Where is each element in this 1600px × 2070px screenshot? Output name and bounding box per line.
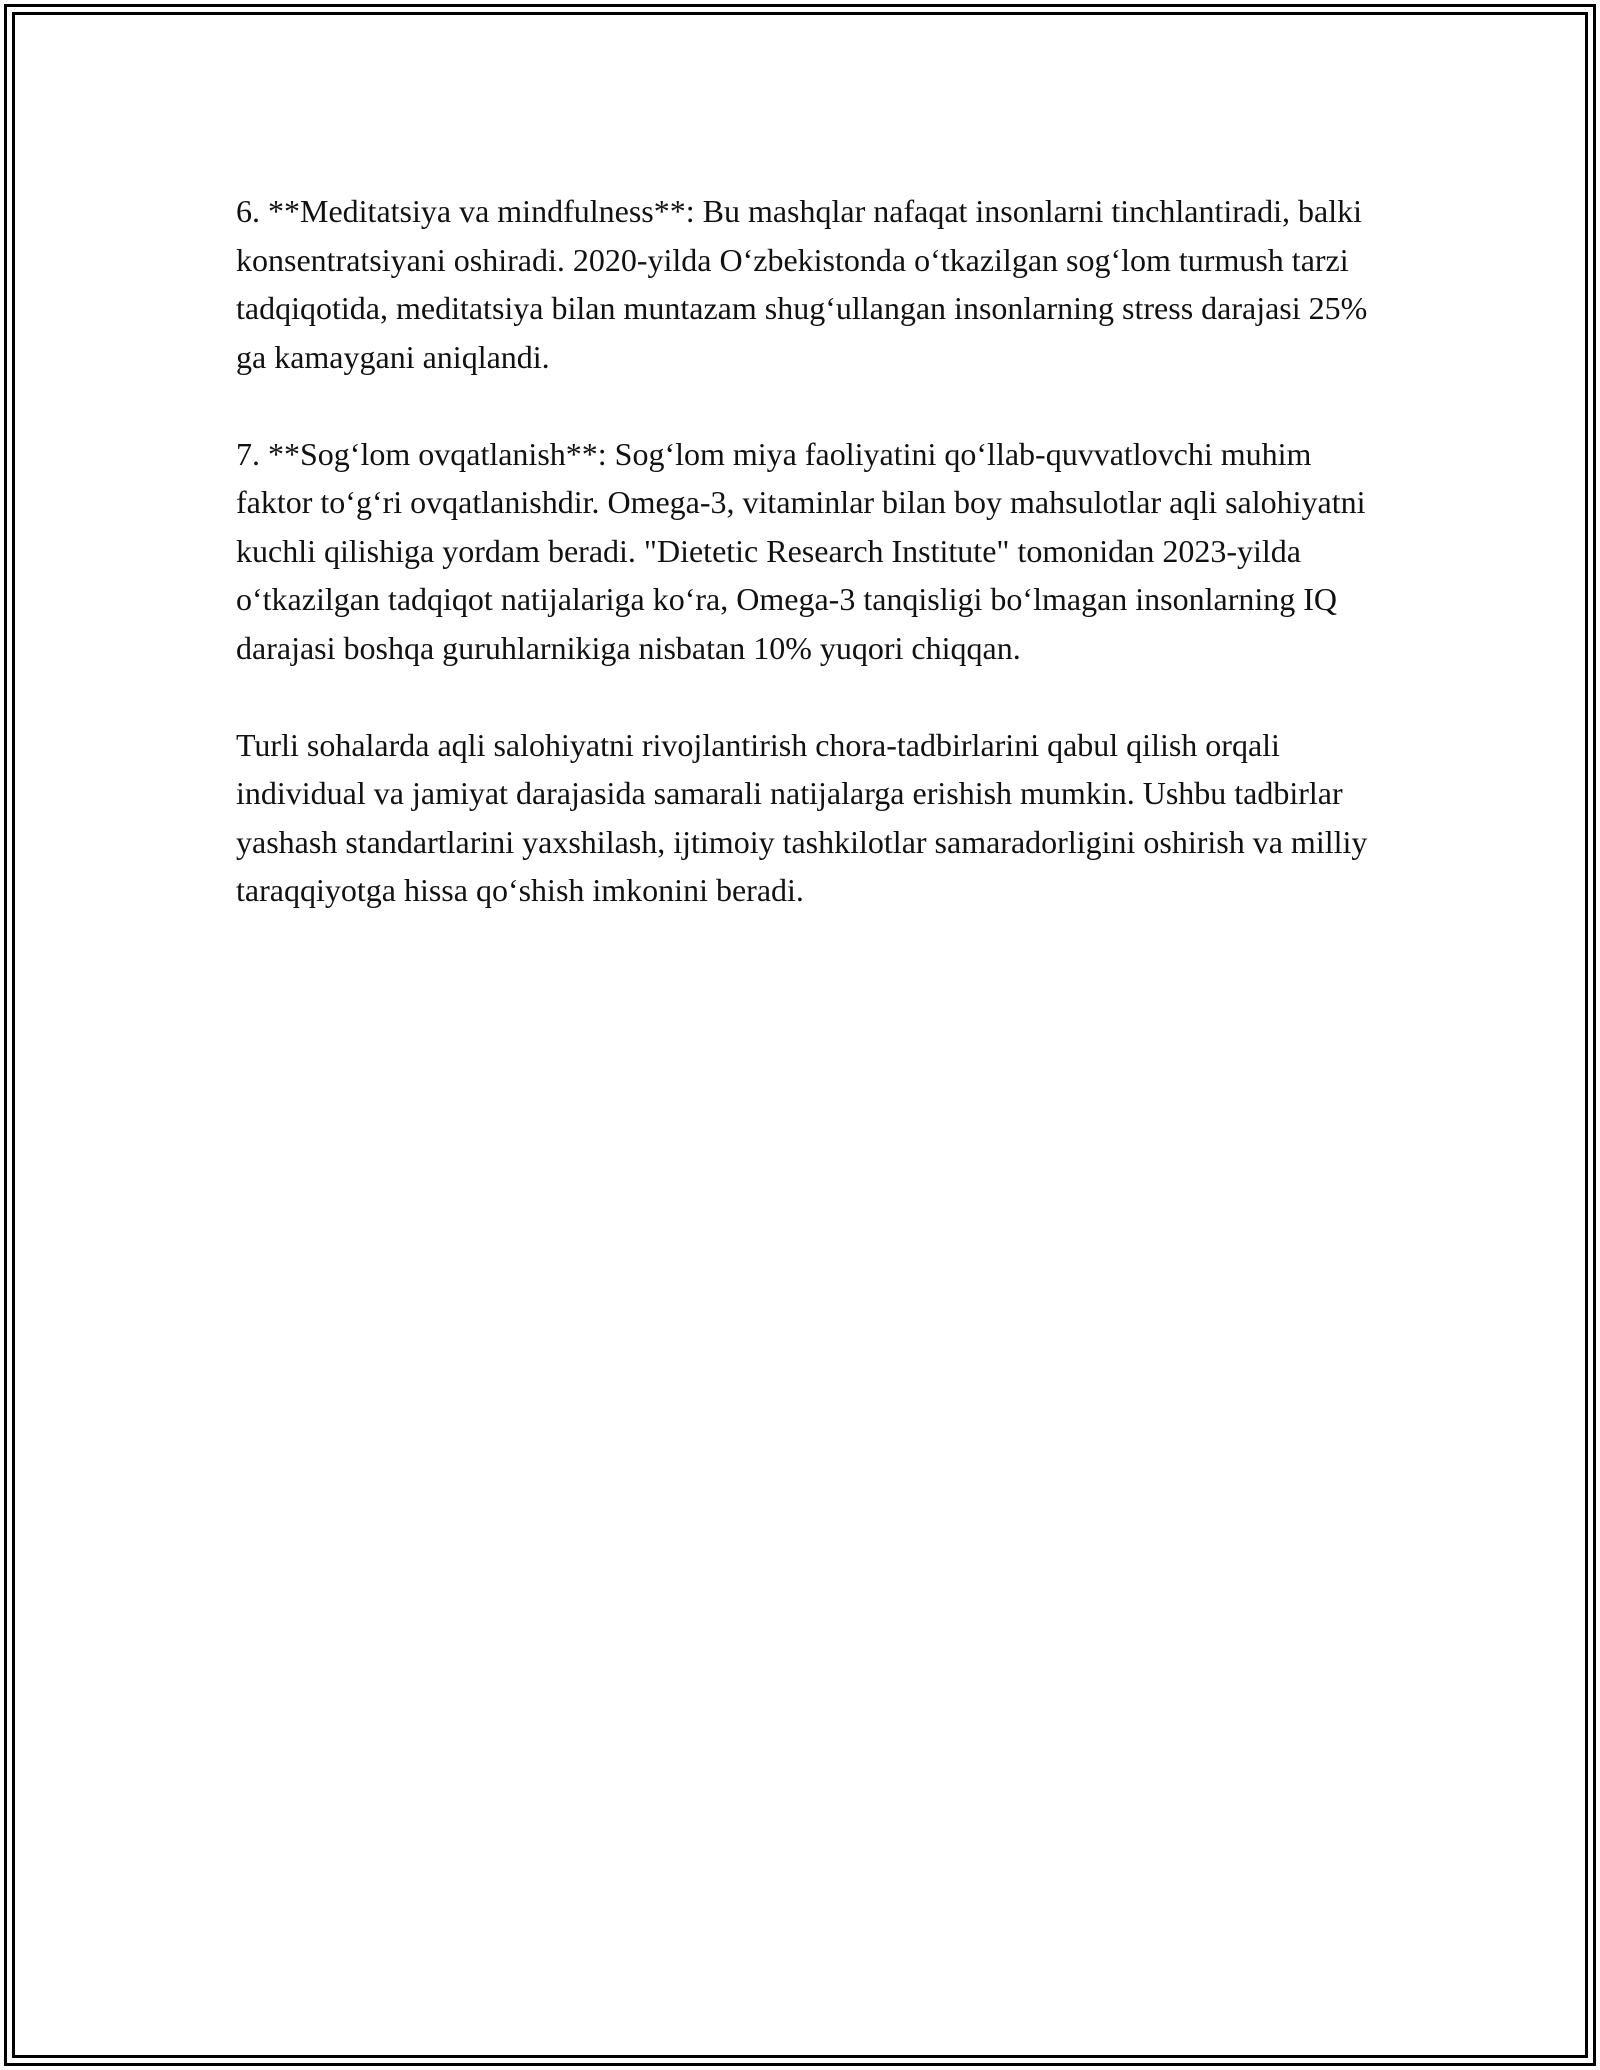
paragraph-healthy-eating: 7. **Sog‘lom ovqatlanish**: Sog‘lom miya faoliyatini qo‘llab-quvvatlovchi muhim faktor to‘g‘ri ovqatlanishdir. Omega-3, vitaminlar bilan boy mahsulotlar aqli salohiyatni kuchli qilishiga yordam beradi. "Dietetic Research Institute" tomonidan 2023-yilda o‘tkazilgan tadqiqot natijalariga ko‘ra, Omega-3 tanqisligi bo‘lmagan insonlarning IQ darajasi boshqa guruhlarnikiga nisbatan 10% yuqori chiqqan. xyxy=(236,435,1366,666)
paragraph-meditation: 6. **Meditatsiya va mindfulness**: Bu mashqlar nafaqat insonlarni tinchlantiradi, balki konsentratsiyani oshiradi. 2020-yilda O‘zbekistonda o‘tkazilgan sog‘lom turmush tarzi tadqiqotida, meditatsiya bilan muntazam shug‘ullangan insonlarning stress darajasi 25% ga kamaygani aniqlandi. xyxy=(236,193,1368,375)
paragraph-conclusion: Turli sohalarda aqli salohiyatni rivojlantirish chora-tadbirlarini qabul qilish orqali individual va jamiyat darajasida samarali natijalarga erishish mumkin. Ushbu tadbirlar yashash standartlarini yaxshilash, ijtimoiy tashkilotlar samaradorligini oshirish va milliy taraqqiyotga hissa qo‘shish imkonini beradi. xyxy=(236,726,1368,908)
document-body xyxy=(236,187,1376,963)
